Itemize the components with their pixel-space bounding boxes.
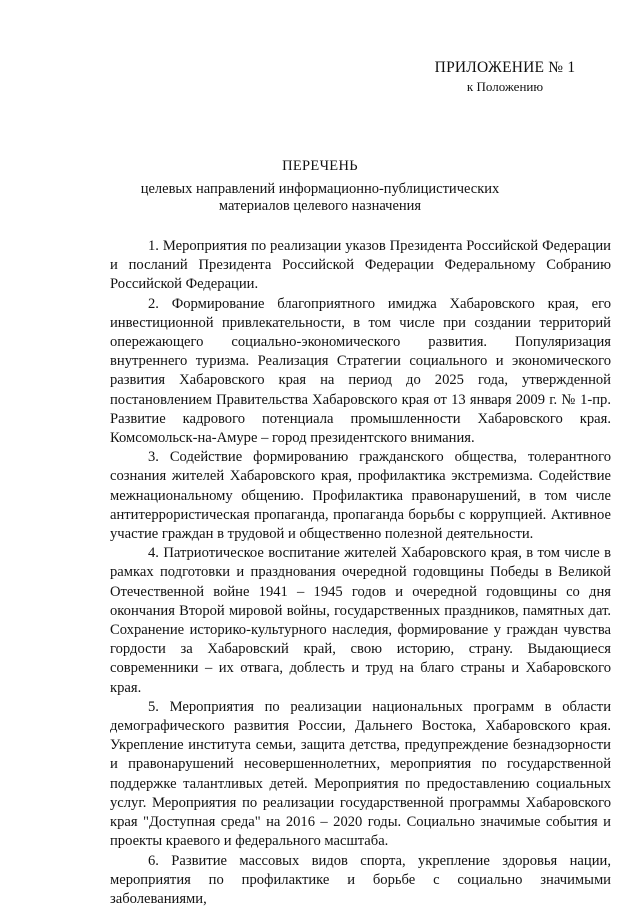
- appendix-subtitle: к Положению: [430, 78, 580, 95]
- list-item-3: 3. Содействие формированию гражданского общества, толерантного сознания жителей Хабаровского края, профилактика экстремизма. Содействие межнациональному общению. Профилактика правонарушений, в том числе антитеррористическая пропаганда, пропаганда борьбы с коррупцией. Активное участие граждан в трудовой и общественно полезной деятельности.: [110, 448, 611, 544]
- document-body: [110, 237, 611, 909]
- appendix-header: [430, 58, 580, 95]
- list-item-2: 2. Формирование благоприятного имиджа Хабаровского края, его инвестиционной привлекательности, в том числе при создании территорий опережающего социально-экономического развития. Популяризация внутреннего туризма. Реализация Стратегии социального и экономического развития Хабаровского края на период до 2025 года, утвержденной постановлением Правительства Хабаровского края от 13 января 2009 г. № 1-пр. Развитие кадрового потенциала промышленности Хабаровского края. Комсомольск-на-Амуре – город президентского внимания.: [110, 295, 611, 449]
- document-heading: [110, 157, 530, 215]
- list-item-5: 5. Мероприятия по реализации национальных программ в области демографического развития России, Дальнего Востока, Хабаровского края. Укрепление института семьи, защита детства, предупреждение безнадзорности и правонарушений несовершеннолетних, мероприятия по государственной поддержке талантливых детей. Мероприятия по предоставлению социальных услуг. Мероприятия по реализации государственной программы Хабаровского края "Доступная среда" на 2016 – 2020 годы. Социально значимые события и проекты краевого и федерального масштаба.: [110, 698, 611, 852]
- list-item-1: 1. Мероприятия по реализации указов Президента Российской Федерации и посланий Президента Российской Федерации Федеральному Собранию Российской Федерации.: [110, 237, 611, 295]
- document-subtitle: целевых направлений информационно-публицистических материалов целевого назначения: [110, 181, 530, 215]
- appendix-title: ПРИЛОЖЕНИЕ № 1: [430, 58, 580, 77]
- list-item-6: 6. Развитие массовых видов спорта, укрепление здоровья нации, мероприятия по профилактике и борьбе с социально значимыми заболеваниями,: [110, 852, 611, 909]
- list-item-4: 4. Патриотическое воспитание жителей Хабаровского края, в том числе в рамках подготовки и празднования очередной годовщины Победы в Великой Отечественной войне 1941 – 1945 годов и очередной годовщины со дня окончания Второй мировой войны, государственных праздников, памятных дат. Сохранение историко-культурного наследия, формирование у граждан чувства гордости за Хабаровский край, свою историю, страну. Выдающиеся современники – их отвага, доблесть и труд на благо страны и Хабаровского края.: [110, 544, 611, 698]
- document-title: ПЕРЕЧЕНЬ: [110, 157, 530, 176]
